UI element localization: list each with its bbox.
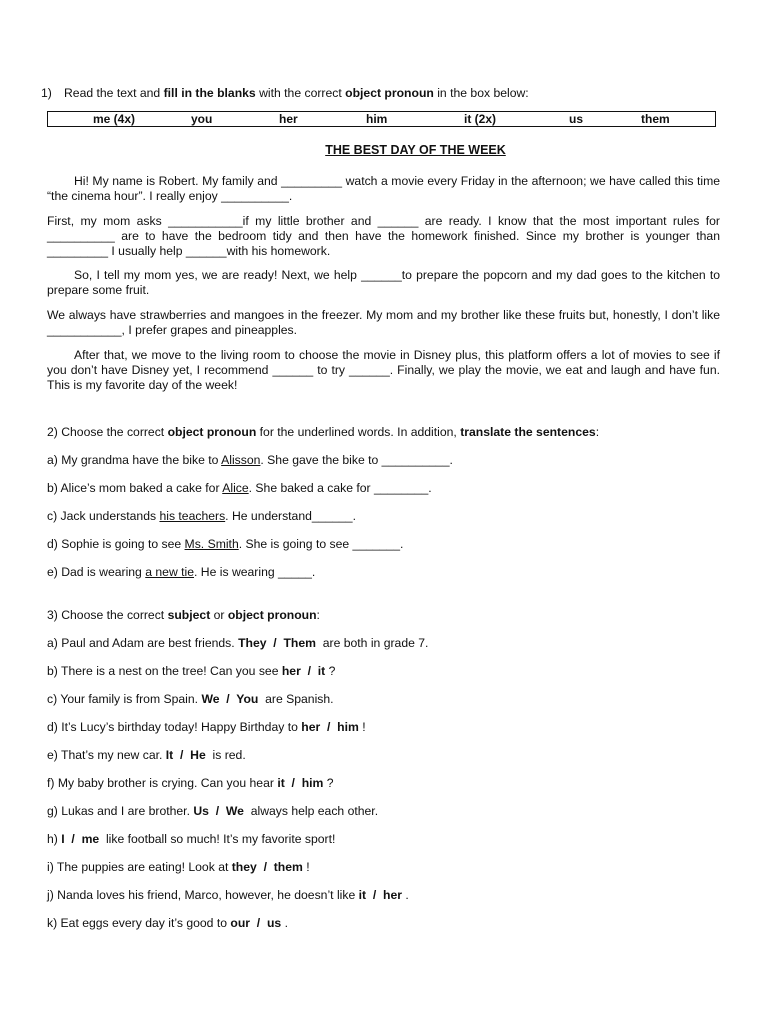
word-box <box>47 111 716 127</box>
pronoun-option: I <box>61 832 65 846</box>
section3-item <box>47 692 334 707</box>
word-box-item: him <box>366 112 388 126</box>
option-separator: / <box>64 832 82 846</box>
instruction-text: Read the text and <box>64 86 164 100</box>
instruction-bold: subject <box>167 608 211 622</box>
instruction-text: or <box>210 608 228 622</box>
option-separator: / <box>284 776 302 790</box>
item-text: a) My grandma have the bike to <box>47 453 222 467</box>
section3-item <box>47 916 288 931</box>
instruction-text: in the box below: <box>433 86 529 100</box>
instruction-text: : <box>316 608 320 622</box>
item-text: i) The puppies are eating! Look at <box>47 860 232 874</box>
pronoun-option: me <box>81 832 100 846</box>
item-text: ? <box>323 776 334 790</box>
underlined-word: Alisson <box>221 453 261 467</box>
section3-item <box>47 804 378 819</box>
pronoun-option: We <box>225 804 244 818</box>
section1-instruction <box>41 86 529 101</box>
item-text: . <box>281 916 288 930</box>
option-separator: / <box>320 720 338 734</box>
instruction-text: with the correct <box>255 86 346 100</box>
instruction-text: : <box>595 425 600 439</box>
pronoun-option: it <box>317 664 326 678</box>
section3-item <box>47 776 334 791</box>
option-separator: / <box>250 916 267 930</box>
item-text: are both in grade 7. <box>315 636 429 650</box>
item-text: . He understand______. <box>225 509 356 523</box>
item-text: . He is wearing _____. <box>194 565 316 579</box>
word-box-item: you <box>191 112 213 126</box>
underlined-word: a new tie <box>145 565 195 579</box>
section3-item <box>47 860 310 875</box>
pronoun-option: her <box>301 720 321 734</box>
section1-number: 1) <box>41 86 52 100</box>
option-separator: / <box>208 804 226 818</box>
pronoun-option: Us <box>193 804 209 818</box>
section2-item <box>47 537 403 552</box>
instruction-text: 3) Choose the correct <box>47 608 168 622</box>
pronoun-option: our <box>230 916 251 930</box>
pronoun-option: We <box>201 692 220 706</box>
item-text: . <box>401 888 409 902</box>
underlined-word: Alice <box>222 481 249 495</box>
instruction-text: for the underlined words. In addition, <box>256 425 461 439</box>
section2-item <box>47 509 356 524</box>
item-text: d) Sophie is going to see <box>47 537 185 551</box>
section3-item <box>47 636 428 651</box>
story-paragraph: Hi! My name is Robert. My family and _________ watch a movie every Friday in the afternoon; we have called this time “the cinema hour”. I really enjoy __________. <box>47 174 720 203</box>
instruction-bold: fill in the blanks <box>163 86 256 100</box>
underlined-word: his teachers <box>159 509 226 523</box>
pronoun-option: He <box>190 748 206 762</box>
item-text: c) Jack understands <box>47 509 160 523</box>
item-text: ! <box>302 860 310 874</box>
pronoun-option: It <box>165 748 174 762</box>
item-text: j) Nanda loves his friend, Marco, however, he doesn’t like <box>47 888 359 902</box>
item-text: g) Lukas and I are brother. <box>47 804 194 818</box>
story-paragraph: After that, we move to the living room to choose the movie in Disney plus, this platform offers a lot of movies to see if you don’t have Disney yet, I recommend ______ to try ______. Finally, we play the movie, we eat and laugh and have fun. This is my favorite day of the week! <box>47 348 720 392</box>
word-box-item: me (4x) <box>93 112 136 126</box>
section3-item <box>47 832 335 847</box>
pronoun-option: them <box>273 860 303 874</box>
pronoun-option: it <box>277 776 285 790</box>
option-separator: / <box>266 636 284 650</box>
section3-item <box>47 888 409 903</box>
item-text: e) Dad is wearing <box>47 565 146 579</box>
section2-item <box>47 453 453 468</box>
instruction-text: 2) Choose the correct <box>47 425 168 439</box>
option-separator: / <box>300 664 318 678</box>
section3-item <box>47 664 335 679</box>
option-separator: / <box>219 692 237 706</box>
pronoun-option: They <box>238 636 267 650</box>
pronoun-option: her <box>383 888 402 902</box>
pronoun-option: him <box>301 776 324 790</box>
story-paragraph: First, my mom asks ___________if my little brother and ______ are ready. I know that the most important rules for __________ are to have the bedroom tidy and then have the homework finished. Since my brother is younger than _________ I usually help ______with his homework. <box>47 214 720 258</box>
item-text: c) Your family is from Spain. <box>47 692 202 706</box>
item-text: . She gave the bike to __________. <box>260 453 453 467</box>
section3-instruction <box>47 608 320 623</box>
item-text: e) That’s my new car. <box>47 748 166 762</box>
pronoun-option: Them <box>283 636 316 650</box>
item-text: b) Alice’s mom baked a cake for <box>47 481 223 495</box>
item-text: b) There is a nest on the tree! Can you see <box>47 664 282 678</box>
item-text: are Spanish. <box>258 692 334 706</box>
item-text: . She baked a cake for ________. <box>248 481 432 495</box>
item-text: . She is going to see _______. <box>238 537 404 551</box>
section3-item <box>47 748 246 763</box>
item-text: always help each other. <box>243 804 379 818</box>
instruction-bold: translate the sentences <box>460 425 596 439</box>
pronoun-option: they <box>231 860 257 874</box>
word-box-item: her <box>279 112 298 126</box>
story-title: THE BEST DAY OF THE WEEK <box>325 143 506 157</box>
instruction-bold: object pronoun <box>167 425 257 439</box>
instruction-bold: object pronoun <box>227 608 317 622</box>
section2-item <box>47 481 432 496</box>
story-paragraph: So, I tell my mom yes, we are ready! Next, we help ______to prepare the popcorn and my dad goes to the kitchen to prepare some fruit. <box>47 268 720 297</box>
option-separator: / <box>173 748 191 762</box>
option-separator: / <box>256 860 274 874</box>
item-text: h) <box>47 832 62 846</box>
section2-item <box>47 565 315 580</box>
word-box-item: it (2x) <box>464 112 497 126</box>
option-separator: / <box>366 888 384 902</box>
item-text: ? <box>325 664 336 678</box>
pronoun-option: You <box>236 692 259 706</box>
pronoun-option: us <box>266 916 282 930</box>
instruction-bold: object pronoun <box>345 86 434 100</box>
item-text: k) Eat eggs every day it’s good to <box>47 916 231 930</box>
section2-instruction <box>47 425 599 440</box>
item-text: is red. <box>205 748 246 762</box>
underlined-word: Ms. Smith <box>184 537 239 551</box>
item-text: a) Paul and Adam are best friends. <box>47 636 239 650</box>
pronoun-option: it <box>358 888 367 902</box>
story-paragraph: We always have strawberries and mangoes in the freezer. My mom and my brother like these fruits but, honestly, I don’t like ___________, I prefer grapes and pineapples. <box>47 308 720 337</box>
word-box-item: us <box>569 112 584 126</box>
item-text: d) It’s Lucy’s birthday today! Happy Birthday to <box>47 720 302 734</box>
pronoun-option: him <box>337 720 359 734</box>
item-text: ! <box>358 720 366 734</box>
section3-item <box>47 720 366 735</box>
word-box-item: them <box>641 112 670 126</box>
pronoun-option: her <box>281 664 301 678</box>
item-text: like football so much! It’s my favorite sport! <box>99 832 336 846</box>
item-text: f) My baby brother is crying. Can you hear <box>47 776 278 790</box>
